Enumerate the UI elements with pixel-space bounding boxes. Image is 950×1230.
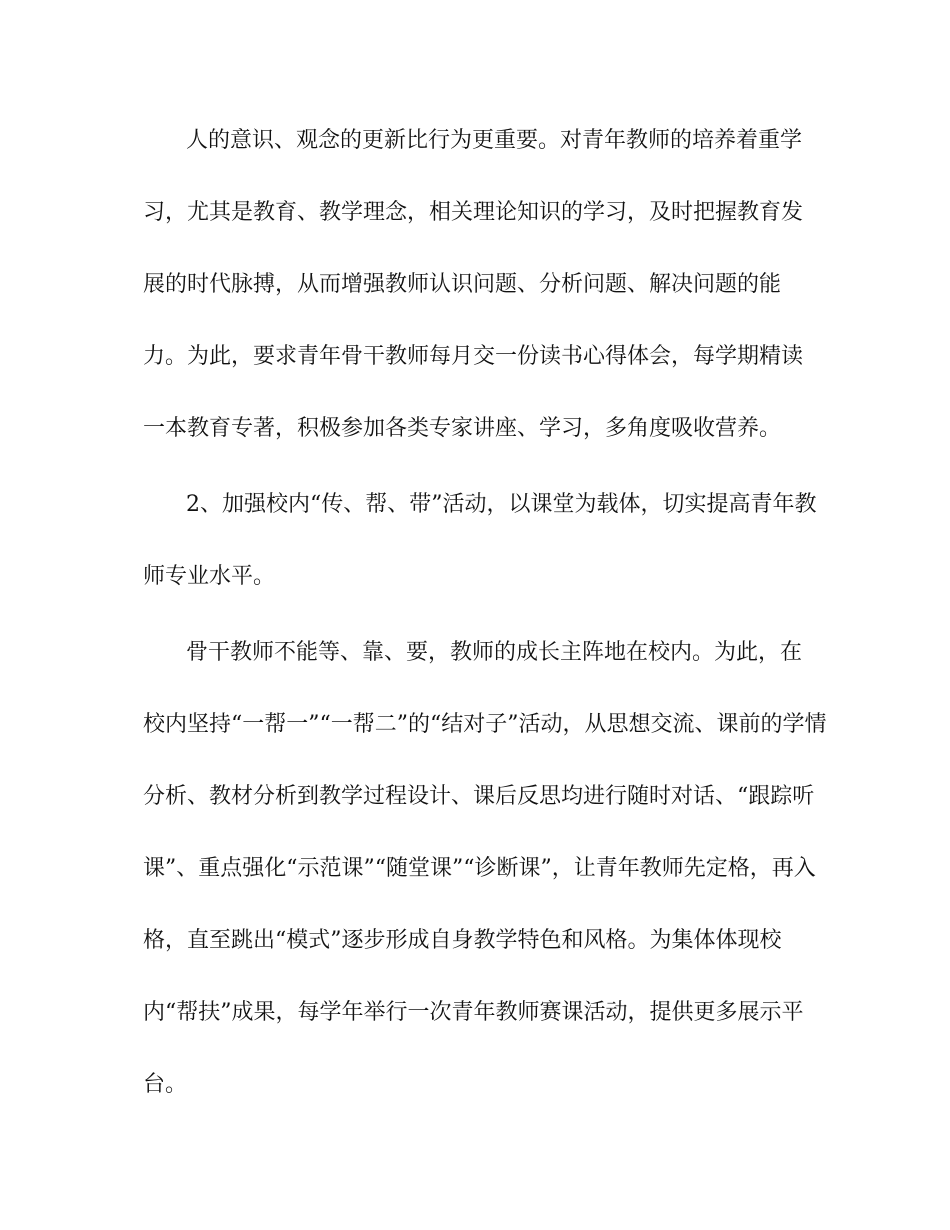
paragraph-line: 骨干教师不能等、靠、要，教师的成长主阵地在校内。为此，在 (186, 640, 803, 665)
paragraph-line: 2、加强校内“传、帮、带”活动，以课堂为载体，切实提高青年教 (186, 492, 817, 517)
paragraph-line: 习，尤其是教育、教学理念，相关理论知识的学习，及时把握教育发 (143, 200, 804, 225)
paragraph-line: 分析、教材分析到教学过程设计、课后反思均进行随时对话、“跟踪听 (143, 784, 815, 809)
paragraph-line: 格，直至跳出“模式”逐步形成自身教学特色和风格。为集体体现校 (143, 928, 782, 953)
paragraph-line: 一本教育专著，积极参加各类专家讲座、学习，多角度吸收营养。 (143, 416, 782, 441)
paragraph-line: 人的意识、观念的更新比行为更重要。对青年教师的培养着重学 (186, 128, 803, 153)
paragraph-line: 内“帮扶”成果，每学年举行一次青年教师赛课活动，提供更多展示平 (143, 1000, 804, 1025)
paragraph-line: 力。为此，要求青年骨干教师每月交一份读书心得体会，每学期精读 (143, 344, 804, 369)
paragraph-line: 课”、重点强化“示范课”“随堂课”“诊断课”，让青年教师先定格，再入 (143, 856, 816, 881)
paragraph-line: 台。 (143, 1072, 188, 1097)
paragraph-line: 展的时代脉搏，从而增强教师认识问题、分析问题、解决问题的能 (143, 272, 782, 297)
paragraph-line: 校内坚持“一帮一”“一帮二”的“结对子”活动，从思想交流、课前的学情 (143, 712, 827, 737)
paragraph-line: 师专业水平。 (143, 564, 276, 589)
